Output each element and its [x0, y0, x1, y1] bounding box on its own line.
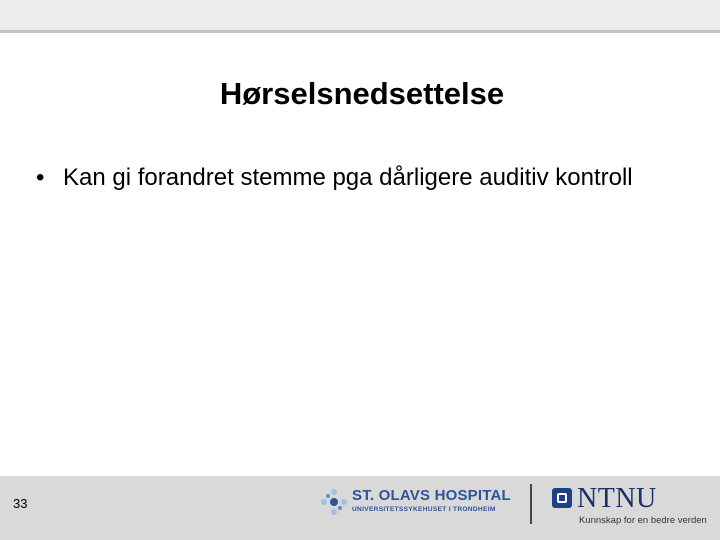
bullet-dot: • — [36, 164, 45, 191]
page-number: 33 — [13, 496, 28, 511]
st-olavs-cross-icon — [320, 488, 348, 516]
header-band — [0, 0, 720, 33]
bullet-text: Kan gi forandret stemme pga dårligere auditiv kontroll — [63, 164, 633, 191]
bullet-list — [36, 162, 676, 193]
st-olavs-name: ST. OLAVS HOSPITAL — [352, 487, 511, 504]
slide-title: Hørselsnedsettelse — [219, 76, 505, 111]
ntnu-name: NTNU — [577, 483, 657, 514]
st-olavs-subtitle: UNIVERSITETSSYKEHUSET I TRONDHEIM — [352, 506, 496, 513]
ntnu-square-icon — [552, 488, 572, 508]
ntnu-logo — [552, 484, 712, 530]
logo-divider — [530, 484, 532, 524]
st-olavs-logo — [320, 486, 520, 518]
bullet-item — [36, 162, 676, 193]
ntnu-tagline: Kunnskap for en bedre verden — [579, 515, 707, 526]
